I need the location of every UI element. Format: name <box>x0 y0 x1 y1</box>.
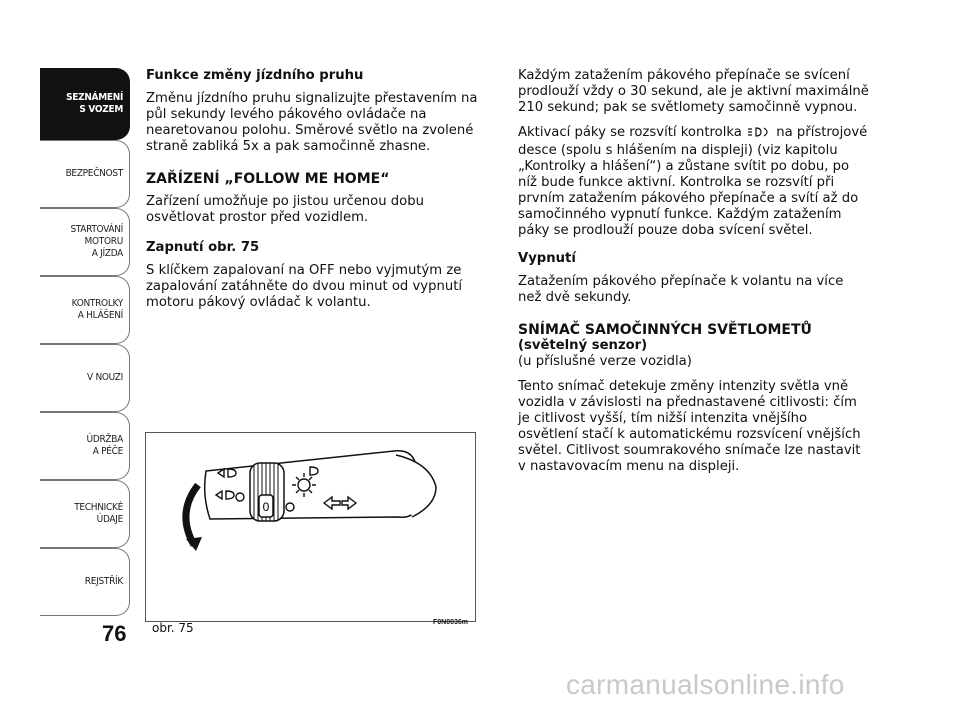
version-note: (u příslušné verze vozidla) <box>518 354 692 369</box>
heading-follow-me-home: ZAŘÍZENÍ „FOLLOW ME HOME“ <box>146 171 390 187</box>
tab-seznameni[interactable]: SEZNÁMENÍ S VOZEM <box>40 68 130 140</box>
tab-startovani[interactable]: STARTOVÁNÍ MOTORU A JÍZDA <box>40 208 130 276</box>
heading-activation: Zapnutí obr. 75 <box>146 240 260 255</box>
warning-light-text-b: na přístrojové desce (spolu s hlášením na displeji) (viz kapitolu „Kontrolky a hlášení“) a zůstane svítit po dobu, po níž bude funkce aktivní. Kontrolka se rozsvítí při prvním zatažením pákového přepínače a svítí až do samočinného vypnutí funkce. Každým zatažením páky se prodlouží pouze doba svícení světel. <box>518 125 868 238</box>
paragraph-deactivation: Zatažením pákového přepínače k volantu na více než dvě sekundy. <box>518 274 844 305</box>
tab-kontrolky[interactable]: KONTROLKY A HLÁŠENÍ <box>40 276 130 344</box>
paragraph-warning-light <box>518 125 870 239</box>
heading-deactivation: Vypnutí <box>518 251 576 266</box>
paragraph-light-sensor: Tento snímač detekuje změny intenzity světla vně vozidla v závislosti na přednastavené citlivosti: čím je citlivost vyšší, tím nižší intenzita vnějšího osvětlení stačí k automatickému rozsvícení vnějších světel. Citlivost soumrakového snímače lze nastavit v nastavovacím menu na displeji. <box>518 379 861 474</box>
figure-75 <box>145 432 476 622</box>
figure-code: F0N0036m <box>433 619 469 626</box>
paragraph-extend: Každým zatažením pákového přepínače se svícení prodlouží vždy o 30 sekund, ale je aktivní maximálně 210 sekund; pak se světlomety samočinně vypnou. <box>518 68 869 115</box>
left-column <box>146 68 491 320</box>
stalk-body <box>205 451 418 519</box>
figure-caption: obr. 75 <box>152 621 194 635</box>
tab-v-nouzi[interactable]: V NOUZI <box>40 344 130 412</box>
heading-light-sensor: SNÍMAČ SAMOČINNÝCH SVĚTLOMETŮ <box>518 322 812 338</box>
tab-technicke[interactable]: TECHNICKÉ ÚDAJE <box>40 480 130 548</box>
ring-label-zero: 0 <box>262 500 270 514</box>
watermark: carmanualsonline.info <box>566 669 845 700</box>
stalk-illustration <box>146 433 475 621</box>
heading-lane-change: Funkce změny jízdního pruhu <box>146 68 364 83</box>
page-number: 76 <box>102 621 127 646</box>
right-column <box>518 68 870 484</box>
warning-light-text-a: Aktivací páky se rozsvítí kontrolka <box>518 125 742 140</box>
rotation-arrow-icon <box>186 485 198 545</box>
paragraph-lane-change: Změnu jízdního pruhu signalizujte přestavením na půl sekundy levého pákového ovládače na nearetovanou polohu. Směrové světlo na zvolené straně zabliká 5x a pak samočinně zhasne. <box>146 91 478 154</box>
paragraph-activation: S klíčkem zapalovaní na OFF nebo vyjmutým ze zapalování zatáhněte do dvou minut od vypnutí motoru pákový ovládač k volantu. <box>146 263 463 310</box>
tab-bezpecnost[interactable]: BEZPEČNOST <box>40 140 130 208</box>
follow-me-home-lamp-icon <box>746 126 772 143</box>
tab-udrzba[interactable]: ÚDRŽBA A PÉČE <box>40 412 130 480</box>
paragraph-follow-me-home: Zařízení umožňuje po jistou určenou dobu osvětlovat prostor před vozidlem. <box>146 194 424 225</box>
subheading-light-sensor: (světelný senzor) <box>518 338 648 353</box>
tab-rejstrik[interactable]: REJSTŘÍK <box>40 548 130 616</box>
